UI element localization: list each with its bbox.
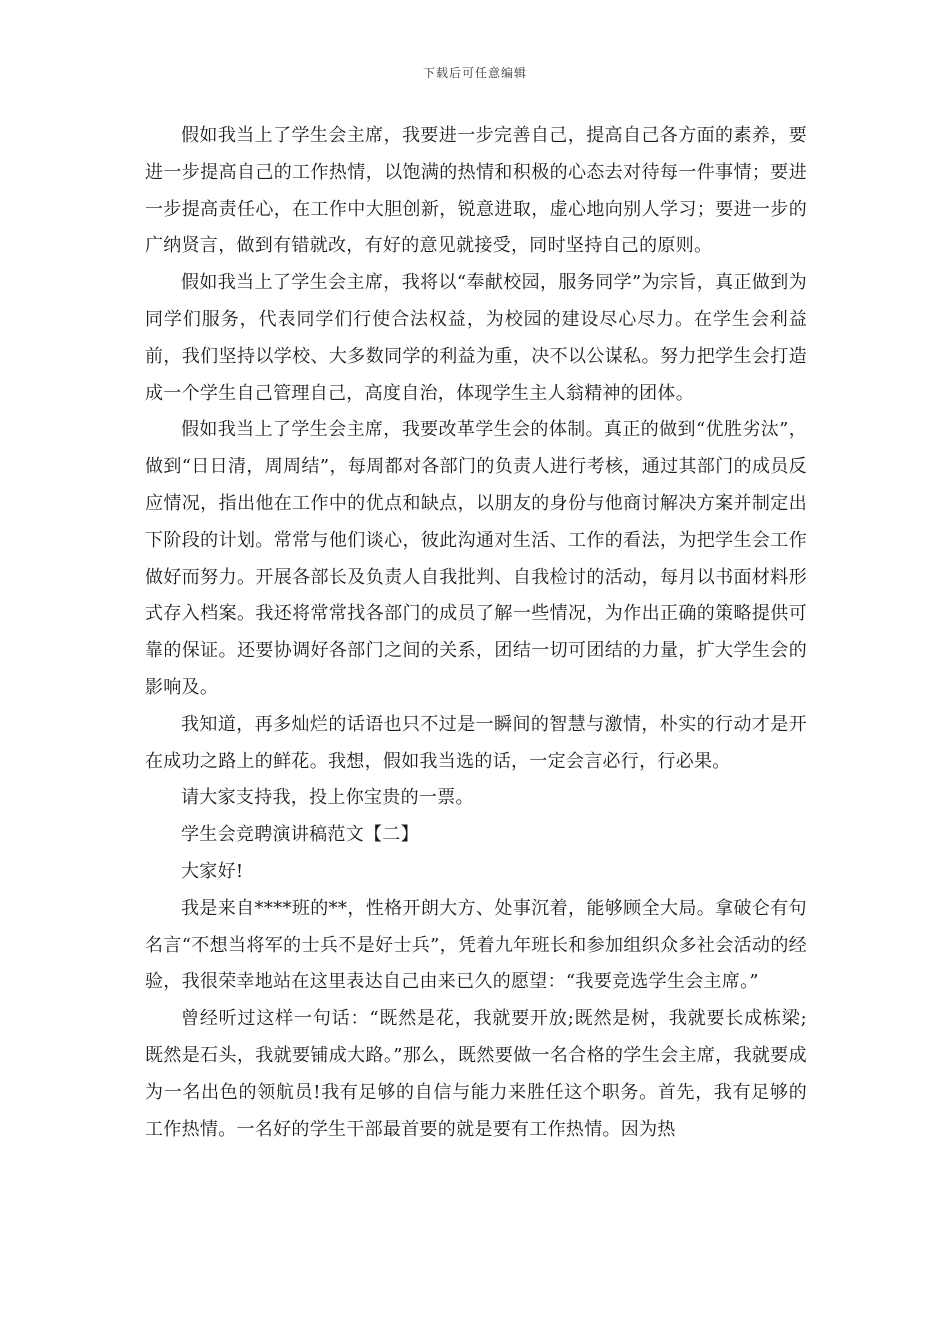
paragraph-1: 假如我当上了学生会主席，我要进一步完善自己，提高自己各方面的素养，要进一步提高自己的工作热情，以饱满的热情和积极的心态去对待每一件事情；要进一步提高责任心，在工作中大胆创新，锐意进取，虚心地向别人学习；要进一步的广纳贤言，做到有错就改，有好的意见就接受，同时坚持自己的原则。 <box>145 125 807 257</box>
paragraph-4: 我知道，再多灿烂的话语也只不过是一瞬间的智慧与激情，朴实的行动才是开在成功之路上的鲜花。我想，假如我当选的话，一定会言必行，行必果。 <box>145 713 807 772</box>
paragraph-5: 请大家支持我，投上你宝贵的一票。 <box>181 787 474 809</box>
paragraph-3: 假如我当上了学生会主席，我要改革学生会的体制。真正的做到“优胜劣汰”，做到“日日清，周周结”，每周都对各部门的负责人进行考核，通过其部门的成员反应情况，指出他在工作中的优点和缺点，以朋友的身份与他商讨解决方案并制定出下阶段的计划。常常与他们谈心，彼此沟通对生活、工作的看法，为把学生会工作做好而努力。开展各部长及负责人自我批判、自我检讨的活动，每月以书面材料形式存入档案。我还将常常找各部门的成员了解一些情况，为作出正确的策略提供可靠的保证。还要协调好各部门之间的关系，团结一切可团结的力量，扩大学生会的影响及。 <box>145 419 807 698</box>
document-body <box>145 118 807 1148</box>
page-header-note: 下载后可任意编辑 <box>422 66 527 80</box>
greeting: 大家好! <box>181 860 244 882</box>
section-heading: 学生会竞聘演讲稿范文【二】 <box>181 824 419 846</box>
paragraph-7: 曾经听过这样一句话：“既然是花，我就要开放;既然是树，我就要长成栋梁;既然是石头，我就要铺成大路。”那么，既然要做一名合格的学生会主席，我就要成为一名出色的领航员!我有足够的自信与能力来胜任这个职务。首先，我有足够的工作热情。一名好的学生干部最首要的就是要有工作热情。因为热 <box>145 1008 807 1140</box>
paragraph-2: 假如我当上了学生会主席，我将以“奉献校园，服务同学”为宗旨，真正做到为同学们服务，代表同学们行使合法权益，为校园的建设尽心尽力。在学生会利益前，我们坚持以学校、大多数同学的利益为重，决不以公谋私。努力把学生会打造成一个学生自己管理自己，高度自治，体现学生主人翁精神的团体。 <box>145 272 807 404</box>
paragraph-6: 我是来自****班的**，性格开朗大方、处事沉着，能够顾全大局。拿破仑有句名言“不想当将军的士兵不是好士兵”，凭着九年班长和参加组织众多社会活动的经验，我很荣幸地站在这里表达自己由来已久的愿望：“我要竞选学生会主席。” <box>145 897 807 993</box>
